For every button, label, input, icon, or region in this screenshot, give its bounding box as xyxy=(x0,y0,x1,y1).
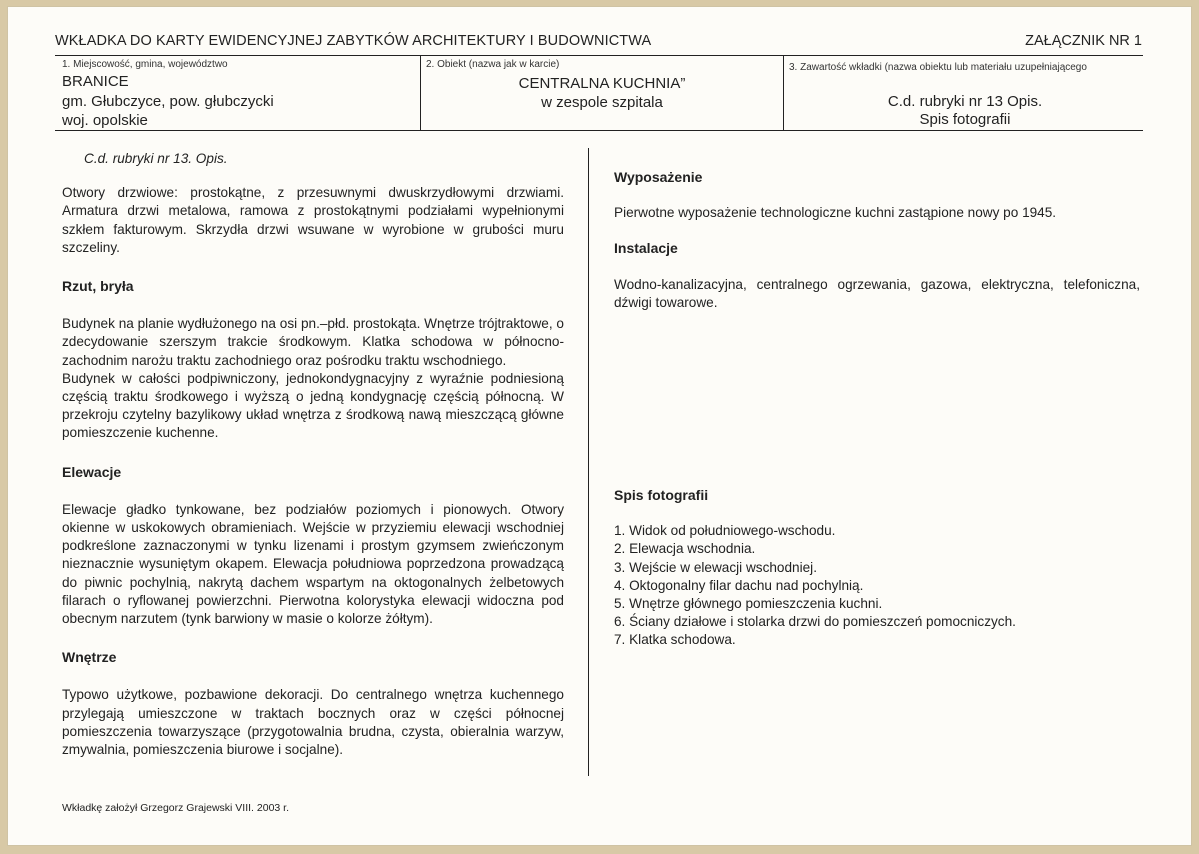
photo-item: 2. Elewacja wschodnia. xyxy=(614,541,756,557)
left-column xyxy=(62,150,564,759)
photo-item: 6. Ściany działowe i stolarka drzwi do pomieszczeń pomocniczych. xyxy=(614,614,1016,630)
photo-item: 1. Widok od południowego-wschodu. xyxy=(614,523,836,539)
box2-object-context: w zespole szpitala xyxy=(541,94,663,111)
author-note: Wkładkę założył Grzegorz Grajewski VIII. 2003 r. xyxy=(62,802,289,814)
photos-heading: Spis fotografii xyxy=(614,487,709,504)
header-top-rule xyxy=(55,55,1143,56)
equipment-heading: Wyposażenie xyxy=(614,169,703,185)
elevations-paragraph: Elewacje gładko tynkowane, bez podziałów poziomych i pionowych. Otwory okienne w uskokowych obramieniach. Wejście w przyziemiu elewacji wschodniej podkreślone zaznaczonymi w tynku lizenami i prostym gzymsem zwieńczonym nieznacznie wysuniętym okapem. Elewacja południowa poprzedzona prowadzącą do piwnic pochylnią, nakrytą dachem wspartym na oktogonalnych żelbetowych filarach o ryflowanej powierzchni. Pierwotna kolorystyka elewacji widoczna pod obecnym narzutem (tynk barwiony w masie o kolorze żółtym). xyxy=(62,501,564,627)
elevations-heading: Elewacje xyxy=(62,463,122,480)
doors-paragraph: Otwory drzwiowe: prostokątne, z przesuwnymi dwuskrzydłowymi drzwiami. Armatura drzwi metalowa, ramowa z prostokątnymi podziałami wypełnionymi szkłem fakturowym. Skrzydła drzwi wsuwane w wyrobione w grubości muru szczeliny. xyxy=(62,185,564,255)
photo-item: 5. Wnętrze głównego pomieszczenia kuchni. xyxy=(614,596,883,612)
box1-voivodeship: woj. opolskie xyxy=(62,112,148,129)
document-title: WKŁADKA DO KARTY EWIDENCYJNEJ ZABYTKÓW ARCHITEKTURY I BUDOWNICTWA xyxy=(55,33,652,49)
box1-locality: BRANICE xyxy=(62,73,129,90)
box1-label: 1. Miejscowość, gmina, województwo xyxy=(62,59,228,70)
equipment-paragraph: Pierwotne wyposażenie technologiczne kuchni zastąpione nowy po 1945. xyxy=(614,205,1057,221)
installations-heading: Instalacje xyxy=(614,240,678,257)
column-divider xyxy=(588,148,589,776)
plan-paragraph-2: Budynek w całości podpiwniczony, jednokondygnacyjny z wyraźnie podniesioną częścią traktu środkowego i wyższą o jedną kondygnację częścią północną. W przekroju czytelny bazylikowy układ wnętrza z środkową nawą mieszczącą główne pomieszczenie kuchenne. xyxy=(62,370,564,441)
attachment-label: ZAŁĄCZNIK NR 1 xyxy=(1025,33,1142,49)
box2-object-name: CENTRALNA KUCHNIA” xyxy=(518,75,686,92)
photo-item: 7. Klatka schodowa. xyxy=(614,632,736,648)
right-column xyxy=(614,168,1140,650)
photo-item: 3. Wejście w elewacji wschodniej. xyxy=(614,559,817,575)
box3-label: 3. Zawartość wkładki (nazwa obiektu lub materiału uzupełniającego xyxy=(789,62,1087,73)
installations-paragraph: Wodno-kanalizacyjna, centralnego ogrzewania, gazowa, elektryczna, telefoniczna, dźwigi towarowe. xyxy=(614,276,1140,310)
photo-item: 4. Oktogonalny filar dachu nad pochylnią. xyxy=(614,577,864,593)
header-bottom-rule xyxy=(55,130,1143,131)
continuation-note: C.d. rubryki nr 13. Opis. xyxy=(84,151,228,166)
photos-list xyxy=(614,522,1140,649)
interior-paragraph: Typowo użytkowe, pozbawione dekoracji. Do centralnego wnętrza kuchennego przylegają umieszczone w traktach bocznych oraz w części północnej pomieszczenia towarzyszące (przygotowalnia brudna, czysta, obieralnia warzyw, zmywalnia, pomieszczenia biurowe i socjalne). xyxy=(62,687,564,758)
header-divider-1 xyxy=(420,56,421,131)
interior-heading: Wnętrze xyxy=(62,649,117,666)
box3-content-1: C.d. rubryki nr 13 Opis. xyxy=(887,93,1043,110)
box1-commune: gm. Głubczyce, pow. głubczycki xyxy=(62,93,274,110)
header-divider-2 xyxy=(783,56,784,131)
plan-paragraph-1: Budynek na planie wydłużonego na osi pn.–płd. prostokąta. Wnętrze trójtraktowe, o zdecydowanie szerszym trakcie środkowym. Klatka schodowa w północno-zachodnim narożu traktu zachodniego oraz pośrodku traktu wschodniego. xyxy=(62,316,564,368)
box3-content-2: Spis fotografii xyxy=(919,111,1011,128)
box2-label: 2. Obiekt (nazwa jak w karcie) xyxy=(426,59,560,70)
plan-heading: Rzut, bryła xyxy=(62,278,134,295)
